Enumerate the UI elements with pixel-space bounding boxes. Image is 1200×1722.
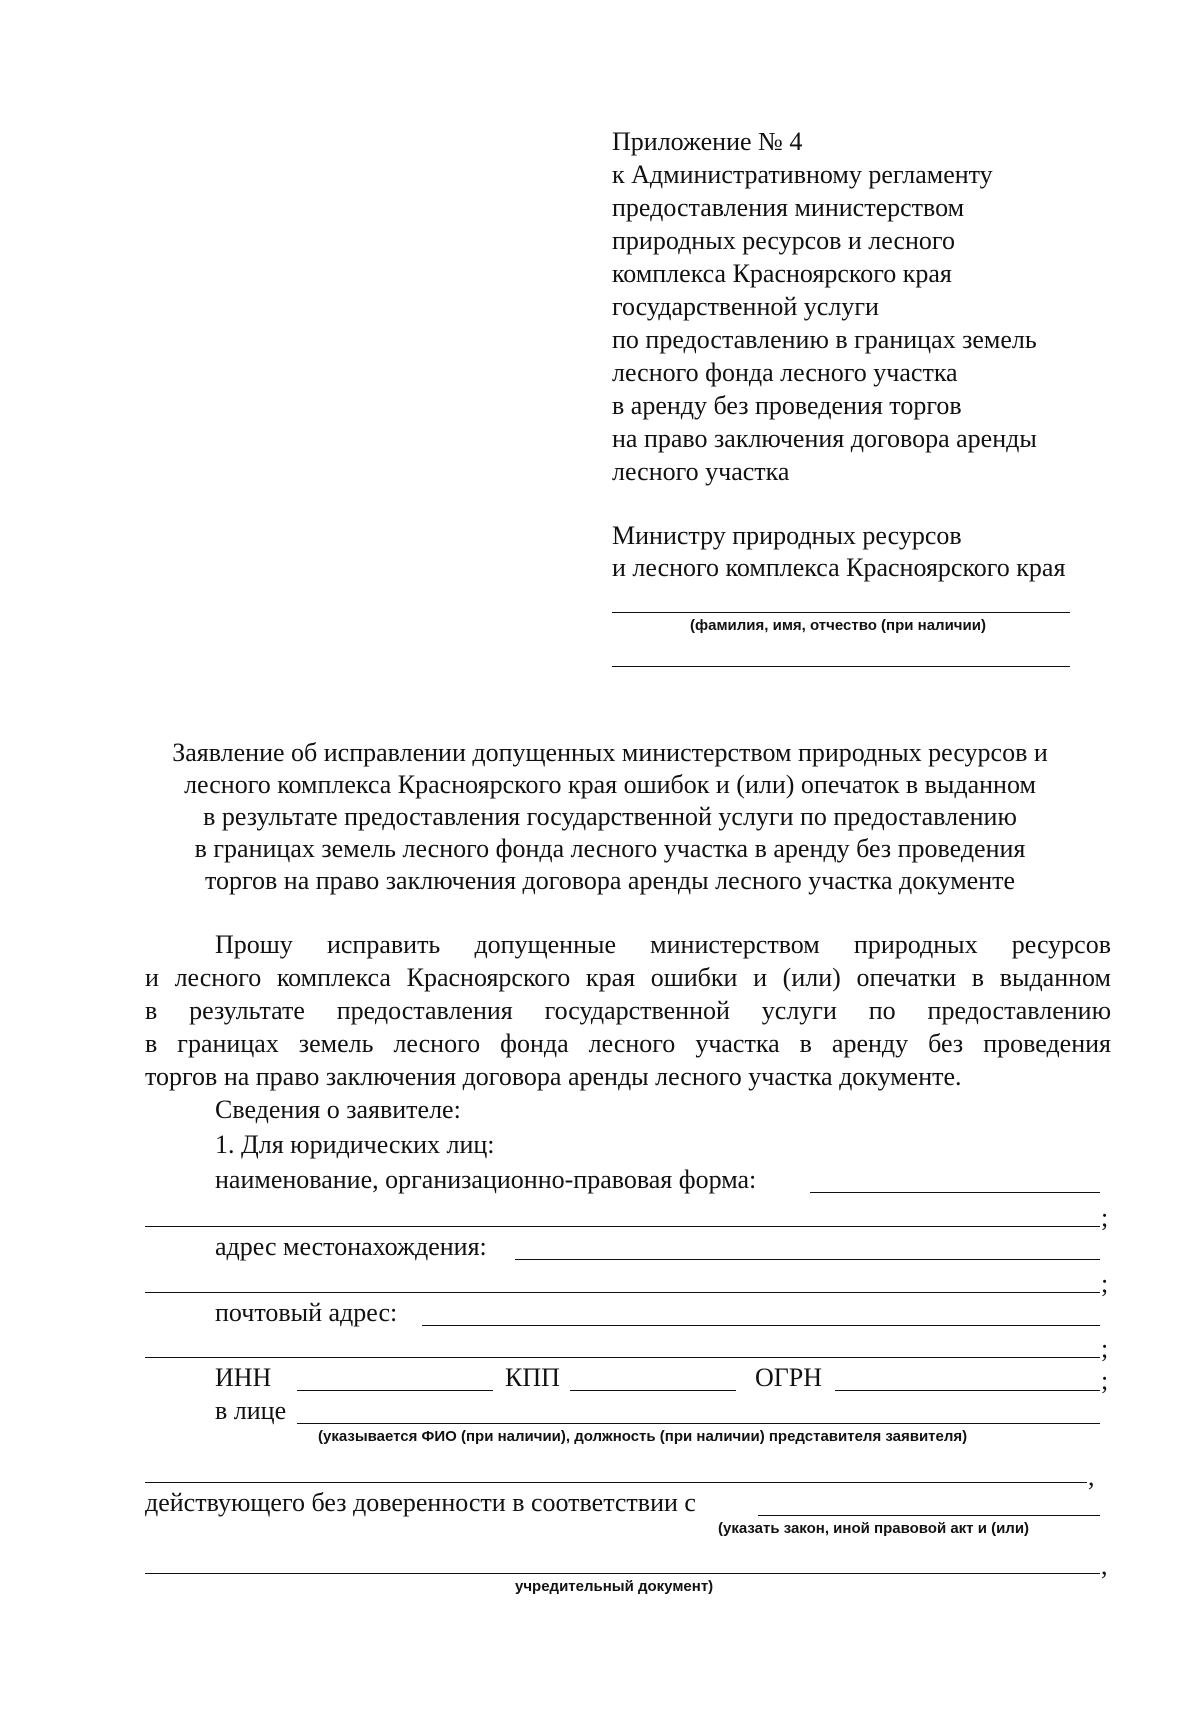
address-label: адрес местонахождения: [215,1232,487,1261]
acting-basis-caption: (указать закон, иной правовой акт и (или) [718,1520,1030,1537]
annex-line: природных ресурсов и лесного [612,226,955,255]
request-line: торгов на право заключения договора аренды лесного участка документе. [145,1062,962,1091]
kpp-field[interactable] [570,1390,736,1391]
semicolon: ; [1101,1269,1109,1298]
annex-line: Приложение № 4 [612,127,803,156]
annex-line: в аренду без проведения торгов [612,391,962,420]
annex-line: лесного фонда лесного участка [612,358,958,387]
legal-entities-heading: 1. Для юридических лиц: [215,1130,495,1159]
title-line: Заявление об исправлении допущенных министерством природных ресурсов и [172,738,1048,767]
annex-line: предоставления министерством [612,193,965,222]
title-line: в результате предоставления государственной услуги по предоставлению [203,802,1017,831]
request-line: в результате предоставления государственной услуги по предоставлению [145,996,1111,1025]
addressee-line: Министру природных ресурсов [612,521,962,550]
acting-basis-caption-cont: учредительный документ) [515,1578,714,1595]
request-line: Прошу исправить допущенные министерством природных ресурсов [215,930,1111,959]
title-line: в границах земель лесного фонда лесного участка в аренду без проведения [194,834,1026,863]
addressee-line: и лесного комплекса Красноярского края [612,553,1066,582]
acting-basis-label: действующего без доверенности в соответствии с [145,1488,696,1517]
annex-line: комплекса Красноярского края [612,259,952,288]
org-name-field[interactable] [810,1192,1100,1193]
ogrn-field[interactable] [835,1390,1100,1391]
postal-address-label: почтовый адрес: [215,1298,398,1327]
representative-field-cont[interactable] [145,1482,1087,1483]
representative-caption: (указывается ФИО (при наличии), должность (при наличии) представителя заявителя) [318,1428,968,1445]
acting-basis-field[interactable] [758,1515,1100,1516]
request-line: и лесного комплекса Красноярского края ошибки и (или) опечатки в выданном [145,963,1111,992]
acting-basis-field-cont[interactable] [145,1573,1100,1574]
org-name-field-cont[interactable] [145,1226,1100,1227]
inn-label: ИНН [215,1363,272,1392]
kpp-label: КПП [505,1363,560,1392]
comma: , [1088,1462,1095,1491]
title-line: лесного комплекса Красноярского края ошибок и (или) опечаток в выданном [184,770,1036,799]
semicolon: ; [1101,1203,1109,1232]
comma: , [1101,1551,1108,1580]
inn-field[interactable] [297,1390,493,1391]
ogrn-label: ОГРН [755,1363,823,1392]
title-line: торгов на право заключения договора аренды лесного участка документе [204,866,1016,895]
annex-line: лесного участка [612,457,790,486]
annex-line: на право заключения договора аренды [612,424,1037,453]
annex-line: к Административному регламенту [612,160,993,189]
representative-field[interactable] [297,1423,1100,1424]
request-line: в границах земель лесного фонда лесного участка в аренду без проведения [145,1029,1111,1058]
semicolon: ; [1101,1366,1109,1395]
address-field-cont[interactable] [145,1292,1100,1293]
org-name-label: наименование, организационно-правовая форма: [215,1165,757,1194]
annex-line: по предоставлению в границах земель [612,325,1037,354]
minister-name-caption: (фамилия, имя, отчество (при наличии) [690,617,986,634]
address-field[interactable] [515,1259,1100,1260]
semicolon: ; [1101,1334,1109,1363]
represented-by-label: в лице [215,1396,287,1425]
annex-line: государственной услуги [612,292,879,321]
postal-address-field-cont[interactable] [145,1357,1100,1358]
applicant-heading: Сведения о заявителе: [215,1095,461,1124]
postal-address-field[interactable] [422,1325,1100,1326]
